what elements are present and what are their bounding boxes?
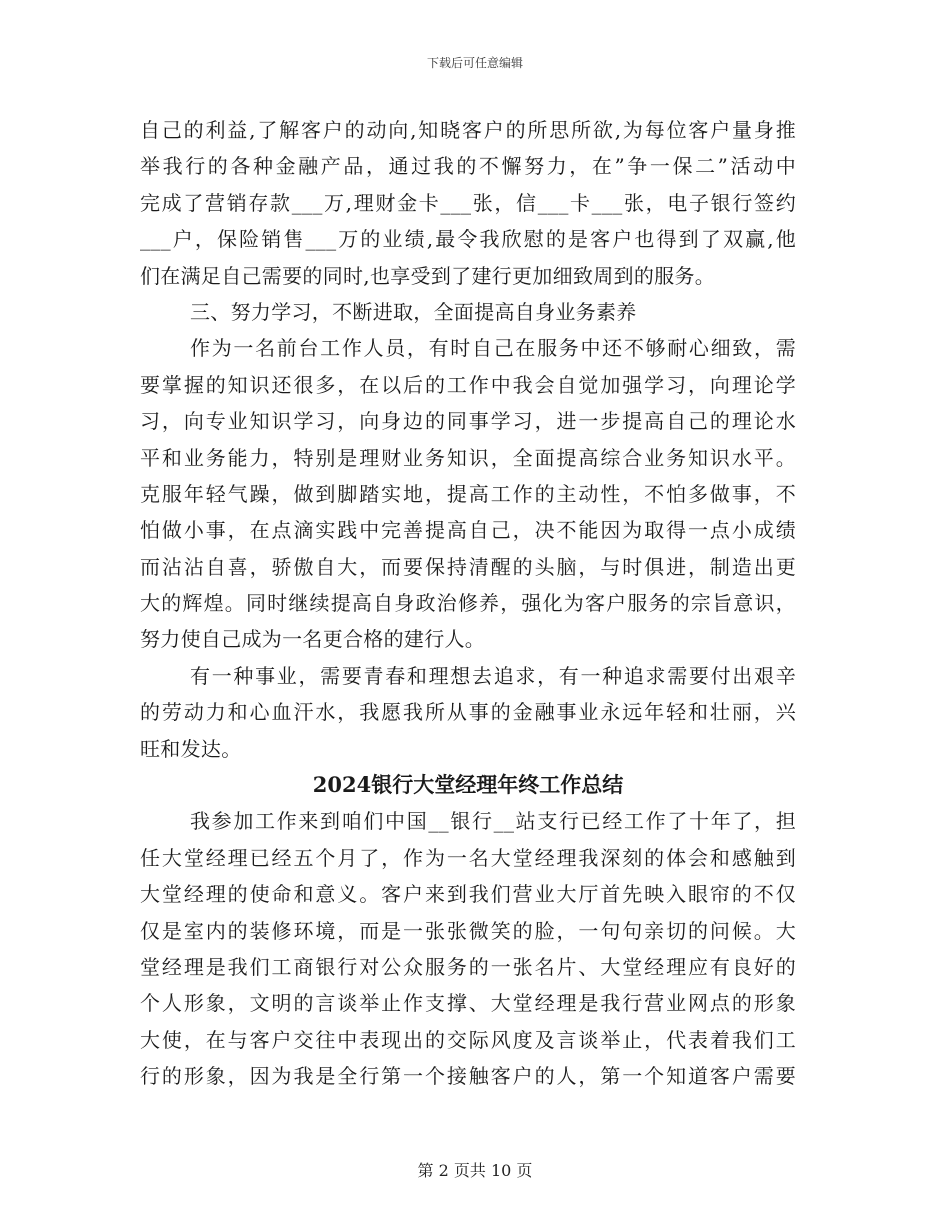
text-line: 完成了营销存款___万,理财金卡___张，信___卡___张，电子银行签约 — [140, 190, 796, 215]
page-header: 下载后可任意编辑 — [426, 56, 523, 70]
text-line: 三、努力学习，不断进取，全面提高自身业务素养 — [190, 299, 637, 324]
text-line: 有一种事业，需要青春和理想去追求，有一种追求需要付出艰辛 — [190, 663, 796, 688]
text-line: 克服年轻气躁，做到脚踏实地，提高工作的主动性，不怕多做事，不 — [140, 481, 796, 506]
text-line: 仅是室内的装修环境，而是一张张微笑的脸，一句句亲切的问候。大 — [140, 918, 796, 943]
text-line: 个人形象，文明的言谈举止作支撑、大堂经理是我行营业网点的形象 — [140, 991, 796, 1016]
text-line: 行的形象，因为我是全行第一个接触客户的人，第一个知道客户需要 — [140, 1064, 796, 1089]
text-line: 怕做小事，在点滴实践中完善提高自己，决不能因为取得一点小成绩 — [140, 518, 796, 543]
text-line: 作为一名前台工作人员，有时自己在服务中还不够耐心细致，需 — [190, 336, 796, 361]
text-line: 习，向专业知识学习，向身边的同事学习，进一步提高自己的理论水 — [140, 409, 796, 434]
text-line: 们在满足自己需要的同时,也享受到了建行更加细致周到的服务。 — [140, 263, 716, 288]
text-line: 旺和发达。 — [140, 736, 242, 761]
text-line: ___户，保险销售___万的业绩,最令我欣慰的是客户也得到了双赢,他 — [140, 227, 796, 252]
text-line: 的劳动力和心血汗水，我愿我所从事的金融事业永远年轻和壮丽，兴 — [140, 700, 796, 725]
page-footer: 第 2 页共 10 页 — [417, 1161, 533, 1180]
text-line: 任大堂经理已经五个月了，作为一名大堂经理我深刻的体会和感触到 — [140, 845, 796, 870]
text-line: 而沾沾自喜，骄傲自大，而要保持清醒的头脑，与时俱进，制造出更 — [140, 554, 796, 579]
text-line: 平和业务能力，特别是理财业务知识，全面提高综合业务知识水平。 — [140, 445, 796, 470]
text-line: 大堂经理的使命和意义。客户来到我们营业大厅首先映入眼帘的不仅 — [140, 882, 796, 907]
document-body — [140, 112, 796, 1095]
text-line: 大的辉煌。同时继续提高自身政治修养，强化为客户服务的宗旨意识， — [140, 591, 796, 616]
text-line: 自己的利益,了解客户的动向,知晓客户的所思所欲,为每位客户量身推 — [140, 118, 796, 142]
text-line: 我参加工作来到咱们中国__银行__站支行已经工作了十年了，担 — [190, 809, 796, 834]
text-line: 举我行的各种金融产品，通过我的不懈努力，在”争一保二”活动中 — [140, 154, 796, 179]
text-line: 努力使自己成为一名更合格的建行人。 — [140, 627, 486, 652]
text-line: 要掌握的知识还很多，在以后的工作中我会自觉加强学习，向理论学 — [140, 372, 796, 397]
section-title: 2024银行大堂经理年终工作总结 — [312, 772, 624, 798]
text-line: 大使，在与客户交往中表现出的交际风度及言谈举止，代表着我们工 — [140, 1027, 796, 1052]
text-line: 堂经理是我们工商银行对公众服务的一张名片、大堂经理应有良好的 — [140, 954, 796, 979]
